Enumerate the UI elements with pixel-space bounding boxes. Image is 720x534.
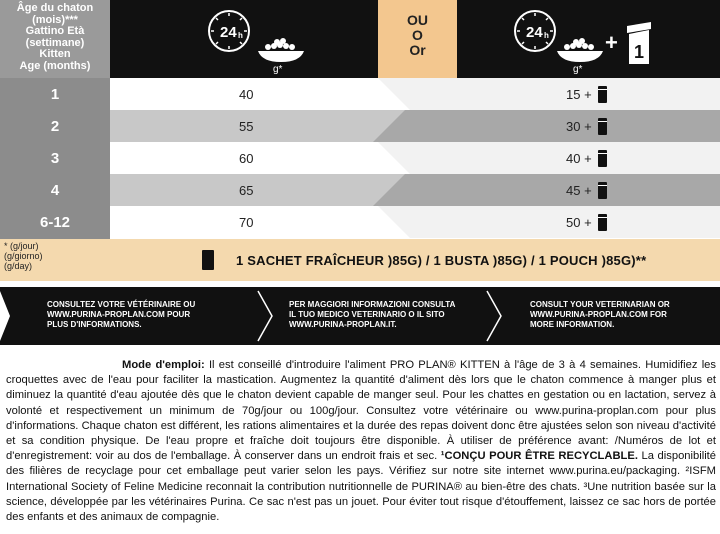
with-pouch-value: 40 + <box>566 151 592 166</box>
clock-bowl-pouch-icon <box>457 0 720 78</box>
dry-only-value: 60 <box>239 151 254 166</box>
units-line: * (g/jour) <box>4 241 39 251</box>
age-header-line: Âge du chaton <box>16 2 94 14</box>
age-value: 4 <box>50 182 60 199</box>
or-line: OU <box>407 12 428 28</box>
with-pouch-value: 30 + <box>566 119 592 134</box>
dry-only-header <box>110 0 378 78</box>
pouch-icon <box>202 250 214 270</box>
pouch-icon <box>598 118 607 135</box>
age-column-header <box>0 0 110 78</box>
pouch-count-label: 1 <box>634 42 645 62</box>
pouch-icon <box>598 86 607 103</box>
info-line: MORE INFORMATION. <box>530 320 615 329</box>
row-diagonal-shading <box>110 78 720 239</box>
age-header-line: Age (months) <box>19 59 91 72</box>
age-header-line: (settimane) <box>25 36 85 49</box>
info-line: IL TUO MEDICO VETERINARIO O IL SITO <box>289 310 445 319</box>
grams-label: g* <box>273 64 283 75</box>
age-value: 3 <box>50 150 60 167</box>
dry-plus-pouch-header <box>457 0 720 78</box>
grams-label: g* <box>573 64 583 75</box>
instructions-heading: Mode d'emploi: <box>122 359 205 371</box>
sachet-text: 1 SACHET FRAÎCHEUR )85G) / 1 BUSTA )85G) / 1 POUCH )85G)** <box>236 253 647 268</box>
age-header-line: Kitten <box>39 48 71 60</box>
recycle-note: ¹CONÇU POUR ÊTRE RECYCLABLE. <box>440 450 638 463</box>
age-value: 2 <box>50 118 60 135</box>
age-value: 6-12 <box>39 214 71 231</box>
clock-h-label: h <box>544 31 549 40</box>
with-pouch-value: 45 + <box>566 183 592 198</box>
plus-label: + <box>605 30 618 55</box>
info-line: WWW.PURINA-PROPLAN.COM FOR <box>530 310 667 319</box>
info-text-en <box>530 300 700 330</box>
units-legend <box>4 241 43 271</box>
or-line: Or <box>409 42 426 58</box>
age-header-line: Gattino Età <box>25 25 85 37</box>
or-box <box>378 0 457 78</box>
info-line: WWW.PURINA-PROPLAN.IT. <box>289 320 397 329</box>
dry-only-value: 40 <box>239 87 254 102</box>
instructions-body: Il est conseillé d'introduire l'aliment PRO PLAN® KITTEN à l'âge de 3 à 4 semaines. Humidifiez les croquettes avec de l'eau pour faciliter la mastication. Augmentez la quantité d'aliment dès lors que le chaton commence à manger plus et diminuez la quantité d'eau ajoutée dès que le chaton devient capable de manger seul. Pour les chattes en gestation ou en lactation, servez à volonté et respectivement un minimum de 70g/jour ou 100g/jour. Consultez votre vétérinaire ou www.purina-proplan.com pour plus d'informations. Chaque chaton est différent, les rations alimentaires et la durée des repas doivent donc être ajustées selon son niveau d'activité et sa condition physique. De l'eau propre et fraîche doit toujours être disponible. À utiliser de préférence avant: /Numéros de lot et d'enregistrement: voir au dos de l'emballage. À conserver dans un endroit frais et sec. <box>6 359 716 463</box>
clock-h-label: h <box>238 31 243 40</box>
clock-24-label: 24 <box>220 24 237 41</box>
dry-only-value: 55 <box>239 119 254 134</box>
with-pouch-value: 50 + <box>566 215 592 230</box>
age-value: 1 <box>50 86 60 103</box>
info-text-it <box>289 300 479 330</box>
with-pouch-value: 15 + <box>566 87 592 102</box>
dry-only-value: 70 <box>239 215 254 230</box>
info-line: PER MAGGIORI INFORMAZIONI CONSULTA <box>289 300 456 309</box>
instructions-body: La disponibilité des filières de recyclage pour cet emballage peut varier selon les pays. Vérifiez sur notre site internet www.purina.eu/packaging. ²ISFM International Society of Feline Medicine reconnait la contribution nutritionnelle de PURINA® au bien-être des chats. ³Une nutrition basée sur la science, développée par les vétérinaires Purina. Ce sac n'est pas un jouet. Pour éviter tout risque d'étouffement, laissez ce sac hors de portée des enfants et des animaux de compagnie. <box>6 450 717 524</box>
age-header-line: (mois)*** <box>32 13 78 26</box>
pouch-icon <box>598 214 607 231</box>
clock-bowl-icon <box>110 0 378 78</box>
or-line: O <box>412 27 423 43</box>
pouch-icon <box>598 150 607 167</box>
info-line: PLUS D'INFORMATIONS. <box>47 320 142 329</box>
usage-instructions <box>6 358 716 525</box>
units-line: (g/giorno) <box>4 251 43 261</box>
info-text-fr <box>47 300 217 330</box>
info-line: WWW.PURINA-PROPLAN.COM POUR <box>47 310 191 319</box>
info-line: CONSULT YOUR VETERINARIAN OR <box>530 300 670 309</box>
pouch-icon <box>598 182 607 199</box>
info-line: CONSULTEZ VOTRE VÉTÉRINAIRE OU <box>47 300 196 309</box>
clock-24-label: 24 <box>526 24 543 41</box>
units-line: (g/day) <box>4 261 33 271</box>
dry-only-value: 65 <box>239 183 254 198</box>
